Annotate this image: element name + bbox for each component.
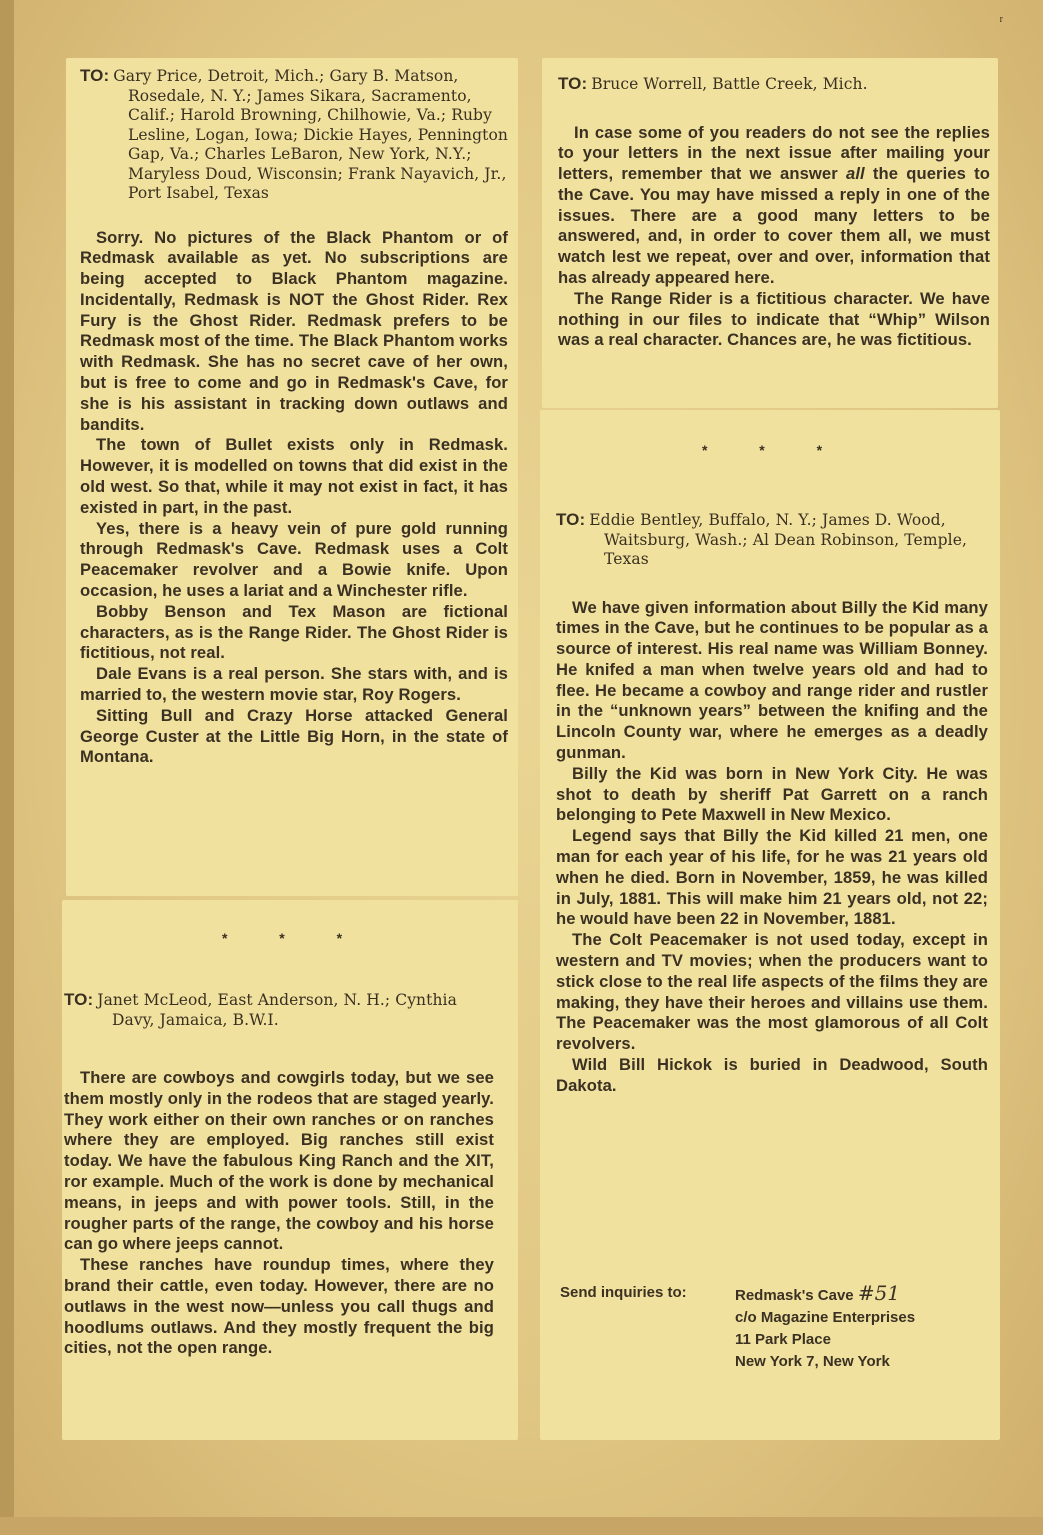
address-line: 11 Park Place [735, 1331, 831, 1348]
paragraph: The town of Bullet exists only in Redmask. However, it is modelled on towns that did exist in the old west. So that, while it may not exist in fact, it has existed in part, in the past. [80, 435, 508, 517]
left-letter1-recipients [80, 66, 508, 204]
paragraph: Yes, there is a heavy vein of pure gold running through Redmask's Cave. Redmask uses a Colt Peacemaker revolver and a Bowie knife. Upon occasion, he uses a lariat and a Winchester rifle. [80, 518, 508, 601]
paragraph: Wild Bill Hickok is buried in Deadwood, South Dakota. [556, 1055, 988, 1095]
paragraph: Legend says that Billy the Kid killed 21 men, one man for each year of his life, for he was 21 years old when he died. Born in November, 1859, he was killed in July, 1881. This will make him 21 years old, not 22; he would have been 22 in November, 1881. [556, 826, 988, 929]
paragraph: These ranches have roundup times, where they brand their cattle, even today. However, there are no outlaws in the west now—unless you call thugs and hoodlums outlaws. And they mostly frequent the big cities, not the open range. [64, 1255, 494, 1358]
paragraph: Sitting Bull and Crazy Horse attacked General George Custer at the Little Big Horn, in the state of Montana. [80, 705, 508, 767]
paragraph [558, 123, 990, 289]
page-bottom-edge [0, 1517, 1043, 1535]
left-letter2-body [64, 1068, 494, 1359]
address-line: Redmask's Cave [735, 1287, 854, 1304]
paragraph-text: In case some of you readers do not see the replies to your letters in the next issue after mailing your letters, remember that we answer [558, 122, 990, 184]
emphasis-all: all [845, 164, 865, 184]
paragraph: The Range Rider is a fictitious character. We have nothing in our files to indicate that “Whip” Wilson was a real character. Chances are, he was fictitious. [558, 288, 990, 350]
right-column-lower [556, 510, 988, 1097]
left-column-lower [64, 990, 494, 1359]
paragraph: Bobby Benson and Tex Mason are fictional characters, as is the Range Rider. The Ghost Rider is fictitious, not real. [80, 601, 508, 663]
inquiry-address-block [560, 1282, 990, 1378]
inquiry-label: Send inquiries to: [560, 1284, 687, 1301]
address-line: c/o Magazine Enterprises [735, 1309, 916, 1326]
to-label: TO: [558, 74, 588, 93]
paragraph: We have given information about Billy the Kid many times in the Cave, but he continues to be popular as a source of interest. His real name was William Bonney. He knifed a man when twelve years old and had to flee. He became a cowboy and range rider and rustler in the “unknown years” between the knifing and the Lincoln County war, where he emerges as a deadly gunman. [556, 597, 988, 763]
paragraph: Dale Evans is a real person. She stars with, and is married to, the western movie star, Roy Rogers. [80, 664, 508, 705]
paragraph: Sorry. No pictures of the Black Phantom or of Redmask available as yet. No subscriptions are being accepted to Black Phantom magazine. Incidentally, Redmask is NOT the Ghost Rider. Rex Fury is the Ghost Rider. Redmask prefers to be Redmask most of the time. The Black Phantom works with Redmask. She has no secret cave of her own, but is free to come and go in Redmask's Cave, for she is his assistant in tracking down outlaws and bandits. [80, 227, 508, 434]
paragraph-text: the queries to the Cave. You may have missed a reply in one of the issues. There are a good many letters to be answered, and, in order to cover them all, we must watch lest we repeat, over and over, information that has already appeared here. [558, 164, 990, 288]
paragraph: Billy the Kid was born in New York City. He was shot to death by sheriff Pat Garrett on a ranch belonging to Pete Maxwell in New Mexico. [556, 763, 988, 825]
recipient-list: Janet McLeod, East Anderson, N. H.; Cynthia Davy, Jamaica, B.W.I. [97, 991, 457, 1029]
issue-number: #51 [857, 1281, 901, 1305]
to-label: TO: [80, 66, 110, 85]
recipient-list: Bruce Worrell, Battle Creek, Mich. [591, 75, 868, 93]
section-separator: * * * [221, 930, 367, 946]
paragraph: The Colt Peacemaker is not used today, except in western and TV movies; when the producers want to stick close to the real life aspects of the films they are making, they have their heroes and villains use them. The Peacemaker was the most glamorous of all Colt revolvers. [556, 930, 988, 1054]
to-label: TO: [556, 510, 586, 529]
recipient-list: Gary Price, Detroit, Mich.; Gary B. Matson, Rosedale, N. Y.; James Sikara, Sacramento, Calif.; Harold Browning, Chilhowie, Va.; Ruby Lesline, Logan, Iowa; Dickie Hayes, Pennington Gap, Va.; Charles LeBaron, New York, N.Y.; Maryless Doud, Wisconsin; Frank Nayavich, Jr., Port Isabel, Texas [113, 67, 508, 202]
right-column [558, 74, 990, 351]
mailing-address [735, 1282, 915, 1373]
left-column [80, 66, 508, 768]
right-letter1-recipients [558, 74, 990, 95]
paragraph: There are cowboys and cowgirls today, but we see them mostly only in the rodeos that are staged yearly. They work either on their own ranches or on ranches where they are employed. Big ranches still exist today. We have the fabulous King Ranch and the XIT, ror example. Much of the work is done by mechanical means, in jeeps and with power tools. Still, in the rougher parts of the range, the cowboy and his horse can go where jeeps cannot. [64, 1068, 494, 1254]
to-label: TO: [64, 990, 94, 1009]
right-letter2-body [556, 598, 988, 1097]
left-letter2-recipients [64, 990, 494, 1030]
left-letter1-body [80, 228, 508, 769]
recipient-list: Eddie Bentley, Buffalo, N. Y.; James D. Wood, Waitsburg, Wash.; Al Dean Robinson, Temple, Texas [589, 511, 967, 568]
right-letter1-body [558, 123, 990, 352]
section-separator: * * * [701, 442, 847, 458]
right-letter2-recipients [556, 510, 988, 570]
page-left-edge [0, 0, 14, 1535]
page-mark: r [999, 14, 1003, 25]
address-line: New York 7, New York [735, 1353, 890, 1370]
